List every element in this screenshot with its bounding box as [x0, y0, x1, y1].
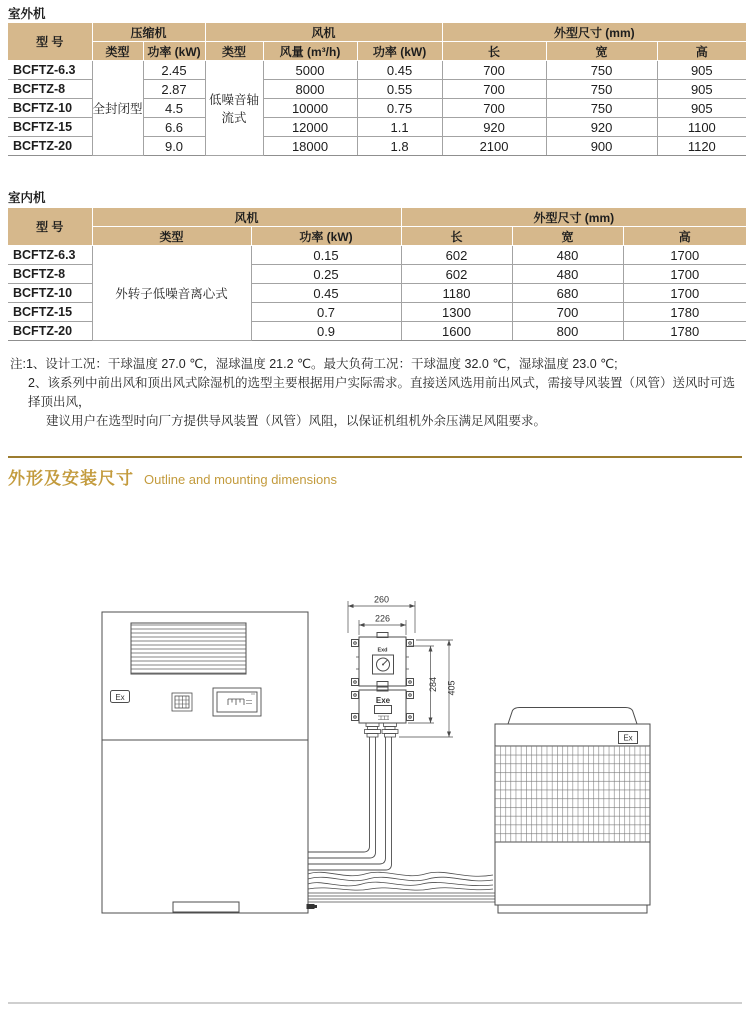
cell-fan-power: 0.55 [357, 80, 442, 99]
table-row [8, 61, 746, 80]
header-row [8, 23, 746, 42]
cell-width: 920 [546, 118, 657, 137]
indoor-unit-drawing [102, 612, 308, 913]
col-group-compressor: 压缩机 [92, 23, 205, 42]
cell-width: 480 [512, 246, 623, 265]
indoor-ex-label: Ex [115, 693, 125, 702]
cell-model: BCFTZ-8 [8, 265, 92, 284]
dimension-label-226: 226 [374, 613, 391, 624]
dimension-label-260: 260 [373, 594, 390, 605]
cell-height: 905 [657, 61, 746, 80]
section-divider-rule [8, 456, 742, 458]
col-header-height: 高 [657, 42, 746, 61]
col-header-height: 高 [623, 227, 746, 246]
col-header-model: 型 号 [8, 208, 92, 246]
control-box-exd-label: Exd [377, 647, 388, 654]
section-title-en: Outline and mounting dimensions [144, 472, 337, 487]
cell-comp-power: 2.45 [143, 61, 205, 80]
louver-grille [131, 623, 246, 674]
condenser-mesh [495, 746, 650, 842]
note-line: 注:1、设计工况：干球温度 27.0 ℃，湿球温度 21.2 ℃。最大负荷工况：干球温度 32.0 ℃，湿球温度 23.0 ℃; [10, 357, 618, 371]
cell-comp-power: 9.0 [143, 137, 205, 156]
cell-fan-power: 1.1 [357, 118, 442, 137]
col-header-comp-power: 功率 (kW) [143, 42, 205, 61]
control-box-exe-label: Exe [375, 696, 391, 705]
cell-fan-type: 低噪音轴流式 [205, 61, 263, 156]
note-line: 建议用户在选型时向厂方提供导风装置（风管）风阻，以保证机组机外余压满足风阻要求。 [46, 414, 547, 428]
cell-fan-power: 0.9 [251, 322, 401, 341]
col-header-fan-type: 类型 [92, 227, 251, 246]
indoor-unit-section-label: 室内机 [8, 191, 46, 205]
cell-compressor-type: 全封闭型 [92, 61, 143, 156]
col-header-length: 长 [442, 42, 546, 61]
cell-model: BCFTZ-6.3 [8, 246, 92, 265]
cell-height: 1780 [623, 322, 746, 341]
display-panel-icon [213, 688, 261, 716]
cell-model: BCFTZ-8 [8, 80, 92, 99]
cable-bundle [307, 737, 496, 909]
col-header-fan-type: 类型 [205, 42, 263, 61]
cell-fan-power: 0.25 [251, 265, 401, 284]
cell-height: 1100 [657, 118, 746, 137]
cell-width: 680 [512, 284, 623, 303]
col-group-dimensions: 外型尺寸 (mm) [401, 208, 746, 227]
cell-height: 1700 [623, 284, 746, 303]
cell-model: BCFTZ-15 [8, 303, 92, 322]
cell-length: 700 [442, 80, 546, 99]
col-header-fan-power: 功率 (kW) [251, 227, 401, 246]
col-header-width: 宽 [512, 227, 623, 246]
cell-length: 700 [442, 61, 546, 80]
outdoor-ex-label: Ex [623, 733, 633, 743]
cell-model: BCFTZ-20 [8, 322, 92, 341]
cell-length: 1300 [401, 303, 512, 322]
cable-gland-left [365, 723, 381, 737]
outdoor-unit-section-label: 室外机 [8, 7, 46, 21]
page-footer-rule [8, 1002, 742, 1004]
cell-height: 1780 [623, 303, 746, 322]
cell-width: 480 [512, 265, 623, 284]
dimension-label-284: 284 [428, 676, 438, 693]
cell-length: 2100 [442, 137, 546, 156]
base-plate [498, 905, 647, 913]
dimension-label-405: 405 [446, 680, 457, 696]
selector-dial-icon [373, 655, 394, 674]
cell-width: 800 [512, 322, 623, 341]
cell-fan-power: 1.8 [357, 137, 442, 156]
section-title [8, 464, 337, 489]
col-header-width: 宽 [546, 42, 657, 61]
cell-comp-power: 6.6 [143, 118, 205, 137]
col-group-fan: 风机 [92, 208, 401, 227]
outline-mounting-drawing [0, 560, 750, 960]
col-header-airflow: 风量 (m³/h) [263, 42, 357, 61]
cable-gland-right [382, 723, 398, 737]
outdoor-unit-spec-table [8, 22, 746, 156]
nameplate [375, 706, 392, 714]
cell-model: BCFTZ-10 [8, 284, 92, 303]
cell-fan-type: 外转子低噪音离心式 [92, 246, 251, 341]
cell-height: 905 [657, 80, 746, 99]
cell-width: 900 [546, 137, 657, 156]
cell-height: 1700 [623, 265, 746, 284]
cell-model: BCFTZ-10 [8, 99, 92, 118]
col-header-model: 型 号 [8, 23, 92, 61]
col-header-fan-power: 功率 (kW) [357, 42, 442, 61]
col-group-fan: 风机 [205, 23, 442, 42]
cell-fan-power: 0.75 [357, 99, 442, 118]
cell-length: 920 [442, 118, 546, 137]
cell-fan-power: 0.45 [251, 284, 401, 303]
col-header-length: 长 [401, 227, 512, 246]
table-row [8, 246, 746, 265]
cell-model: BCFTZ-6.3 [8, 61, 92, 80]
cell-length: 602 [401, 246, 512, 265]
cell-airflow: 18000 [263, 137, 357, 156]
cell-airflow: 5000 [263, 61, 357, 80]
keypad-icon [172, 693, 192, 711]
cell-length: 700 [442, 99, 546, 118]
cell-width: 750 [546, 99, 657, 118]
cell-length: 602 [401, 265, 512, 284]
cell-width: 700 [512, 303, 623, 322]
cell-width: 750 [546, 61, 657, 80]
cell-fan-power: 0.45 [357, 61, 442, 80]
header-row [8, 42, 746, 61]
cell-height: 1700 [623, 246, 746, 265]
indoor-unit-spec-table [8, 207, 746, 341]
cell-length: 1600 [401, 322, 512, 341]
dimension-lines [348, 601, 453, 737]
cell-model: BCFTZ-15 [8, 118, 92, 137]
drain-connector [307, 904, 315, 909]
cell-height: 905 [657, 99, 746, 118]
cell-width: 750 [546, 80, 657, 99]
header-row [8, 208, 746, 227]
cell-comp-power: 2.87 [143, 80, 205, 99]
dimension-arrowheads [348, 604, 451, 737]
section-title-cn: 外形及安装尺寸 [8, 469, 134, 488]
col-header-comp-type: 类型 [92, 42, 143, 61]
cell-fan-power: 0.7 [251, 303, 401, 322]
header-row [8, 227, 746, 246]
cell-model: BCFTZ-20 [8, 137, 92, 156]
cell-airflow: 8000 [263, 80, 357, 99]
note-line: 2、该系列中前出风和顶出风式除湿机的选型主要根据用户实际需求。直接送风选用前出风式，需接导风装置（风管）送风时可选择顶出风， [28, 376, 735, 409]
cell-length: 1180 [401, 284, 512, 303]
bottom-slot [173, 902, 239, 912]
cell-comp-power: 4.5 [143, 99, 205, 118]
cell-fan-power: 0.15 [251, 246, 401, 265]
notes-block [10, 355, 742, 431]
cell-height: 1120 [657, 137, 746, 156]
col-group-dimensions: 外型尺寸 (mm) [442, 23, 746, 42]
cell-airflow: 10000 [263, 99, 357, 118]
cell-airflow: 12000 [263, 118, 357, 137]
